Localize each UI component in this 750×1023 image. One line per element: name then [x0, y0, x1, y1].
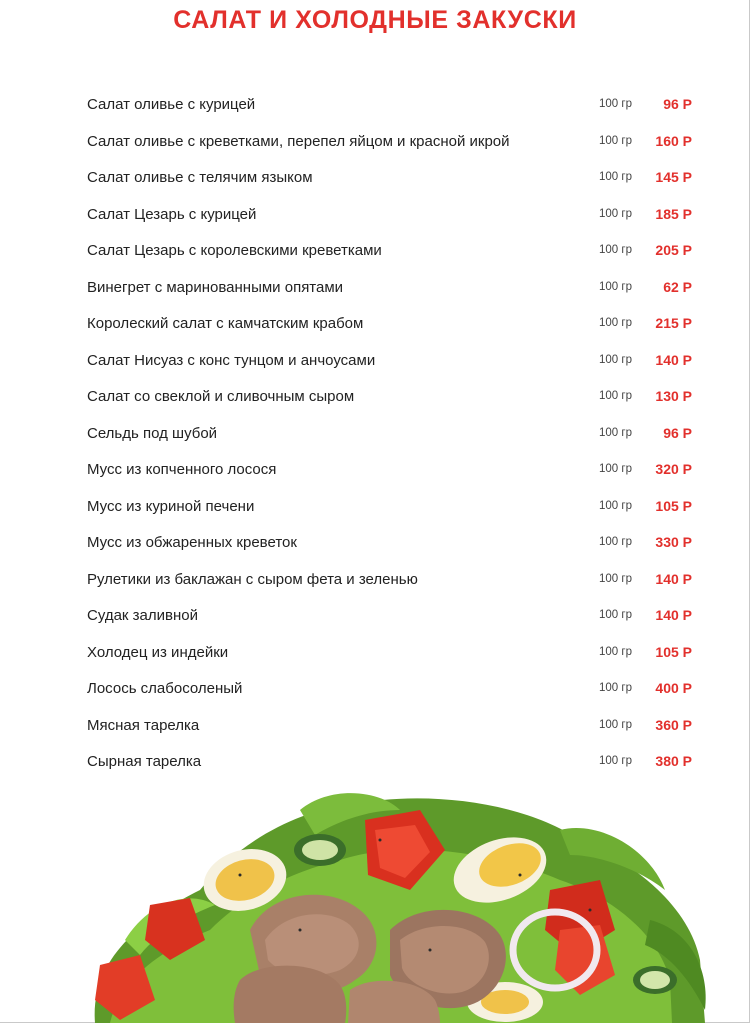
- menu-item-price: 140 Р: [655, 570, 692, 587]
- menu-item-name: Мусс из обжаренных креветок: [87, 534, 297, 551]
- menu-item: [87, 313, 707, 350]
- menu-item: [87, 131, 707, 168]
- menu-item-name: Салат оливье с креветками, перепел яйцом и красной икрой: [87, 132, 510, 150]
- menu-item: [87, 496, 707, 533]
- menu-item-name: Салат со свеклой и сливочным сыром: [87, 388, 355, 405]
- menu-item: [87, 240, 707, 277]
- menu-item-name: Королеский салат с камчатским крабом: [87, 315, 364, 332]
- menu-item-weight: 100 гр: [599, 682, 632, 694]
- menu-item: [87, 678, 707, 715]
- menu-item-weight: 100 гр: [599, 98, 632, 110]
- menu-item-name: Лосось слабосоленый: [87, 680, 243, 697]
- menu-item: [87, 605, 707, 642]
- menu-item-price: 330 Р: [655, 534, 692, 550]
- menu-item-weight: 100 гр: [599, 207, 632, 220]
- menu-list: [87, 94, 707, 788]
- menu-item-price: 160 Р: [655, 132, 692, 149]
- menu-item-price: 140 Р: [655, 351, 692, 368]
- menu-item: [87, 459, 707, 496]
- menu-item-price: 62 Р: [663, 278, 692, 295]
- menu-item-name: Салат Нисуаз с конс тунцом и анчоусами: [87, 351, 376, 369]
- menu-item-price: 96 Р: [663, 424, 692, 441]
- menu-item-name: Судак заливной: [87, 607, 198, 624]
- menu-item: [87, 167, 707, 204]
- menu-item-weight: 100 гр: [599, 317, 632, 329]
- menu-item: [87, 277, 707, 314]
- page-title: САЛАТ И ХОЛОДНЫЕ ЗАКУСКИ: [173, 6, 577, 34]
- menu-item: [87, 94, 707, 131]
- menu-item-price: 145 Р: [655, 169, 692, 185]
- menu-item-price: 96 Р: [663, 96, 692, 112]
- menu-item-name: Салат оливье с курицей: [87, 96, 256, 113]
- menu-item-name: Сельдь под шубой: [87, 424, 218, 442]
- menu-item-weight: 100 гр: [599, 572, 632, 585]
- menu-item-weight: 100 гр: [599, 755, 632, 767]
- menu-item-weight: 100 гр: [599, 244, 632, 256]
- menu-item-weight: 100 гр: [599, 463, 632, 475]
- menu-item-price: 105 Р: [655, 643, 692, 660]
- menu-item: [87, 532, 707, 569]
- menu-item-name: Салат Цезарь с королевскими креветками: [87, 242, 382, 259]
- menu-item-weight: 100 гр: [599, 171, 632, 183]
- menu-item-name: Салат Цезарь с курицей: [87, 205, 257, 223]
- menu-item-price: 205 Р: [655, 242, 692, 258]
- menu-item-price: 130 Р: [655, 388, 692, 404]
- menu-item: [87, 569, 707, 606]
- menu-item: [87, 423, 707, 460]
- menu-item-price: 105 Р: [655, 497, 692, 514]
- menu-item-price: 185 Р: [655, 205, 692, 222]
- menu-item-price: 140 Р: [655, 607, 692, 623]
- menu-item-price: 360 Р: [655, 716, 692, 733]
- menu-item: [87, 715, 707, 752]
- menu-item-name: Салат оливье с телячим языком: [87, 169, 313, 186]
- menu-item-weight: 100 гр: [599, 280, 632, 293]
- menu-item-weight: 100 гр: [599, 718, 632, 731]
- menu-item-weight: 100 гр: [599, 390, 632, 402]
- menu-item-weight: 100 гр: [599, 536, 632, 548]
- menu-item-name: Мусс из копченного лосося: [87, 461, 277, 478]
- menu-item-name: Рулетики из баклажан с сыром фета и зеленью: [87, 570, 418, 588]
- menu-item-name: Винегрет с маринованными опятами: [87, 278, 344, 296]
- menu-item-name: Сырная тарелка: [87, 753, 202, 770]
- menu-item-weight: 100 гр: [599, 426, 632, 439]
- menu-item-weight: 100 гр: [599, 609, 632, 621]
- menu-item-price: 380 Р: [655, 753, 692, 769]
- menu-item-name: Мусс из куриной печени: [87, 497, 255, 515]
- salad-photo: [0, 780, 750, 1023]
- menu-item: [87, 642, 707, 679]
- menu-item-weight: 100 гр: [599, 353, 632, 366]
- menu-item-weight: 100 гр: [599, 645, 632, 658]
- menu-item-name: Мясная тарелка: [87, 716, 200, 734]
- menu-item-weight: 100 гр: [599, 499, 632, 512]
- menu-item: [87, 386, 707, 423]
- menu-item-price: 320 Р: [655, 461, 692, 477]
- menu-item-name: Холодец из индейки: [87, 643, 229, 661]
- menu-item-price: 400 Р: [655, 680, 692, 696]
- menu-item: [87, 204, 707, 241]
- menu-item-weight: 100 гр: [599, 134, 632, 147]
- menu-item: [87, 350, 707, 387]
- menu-item-price: 215 Р: [655, 315, 692, 331]
